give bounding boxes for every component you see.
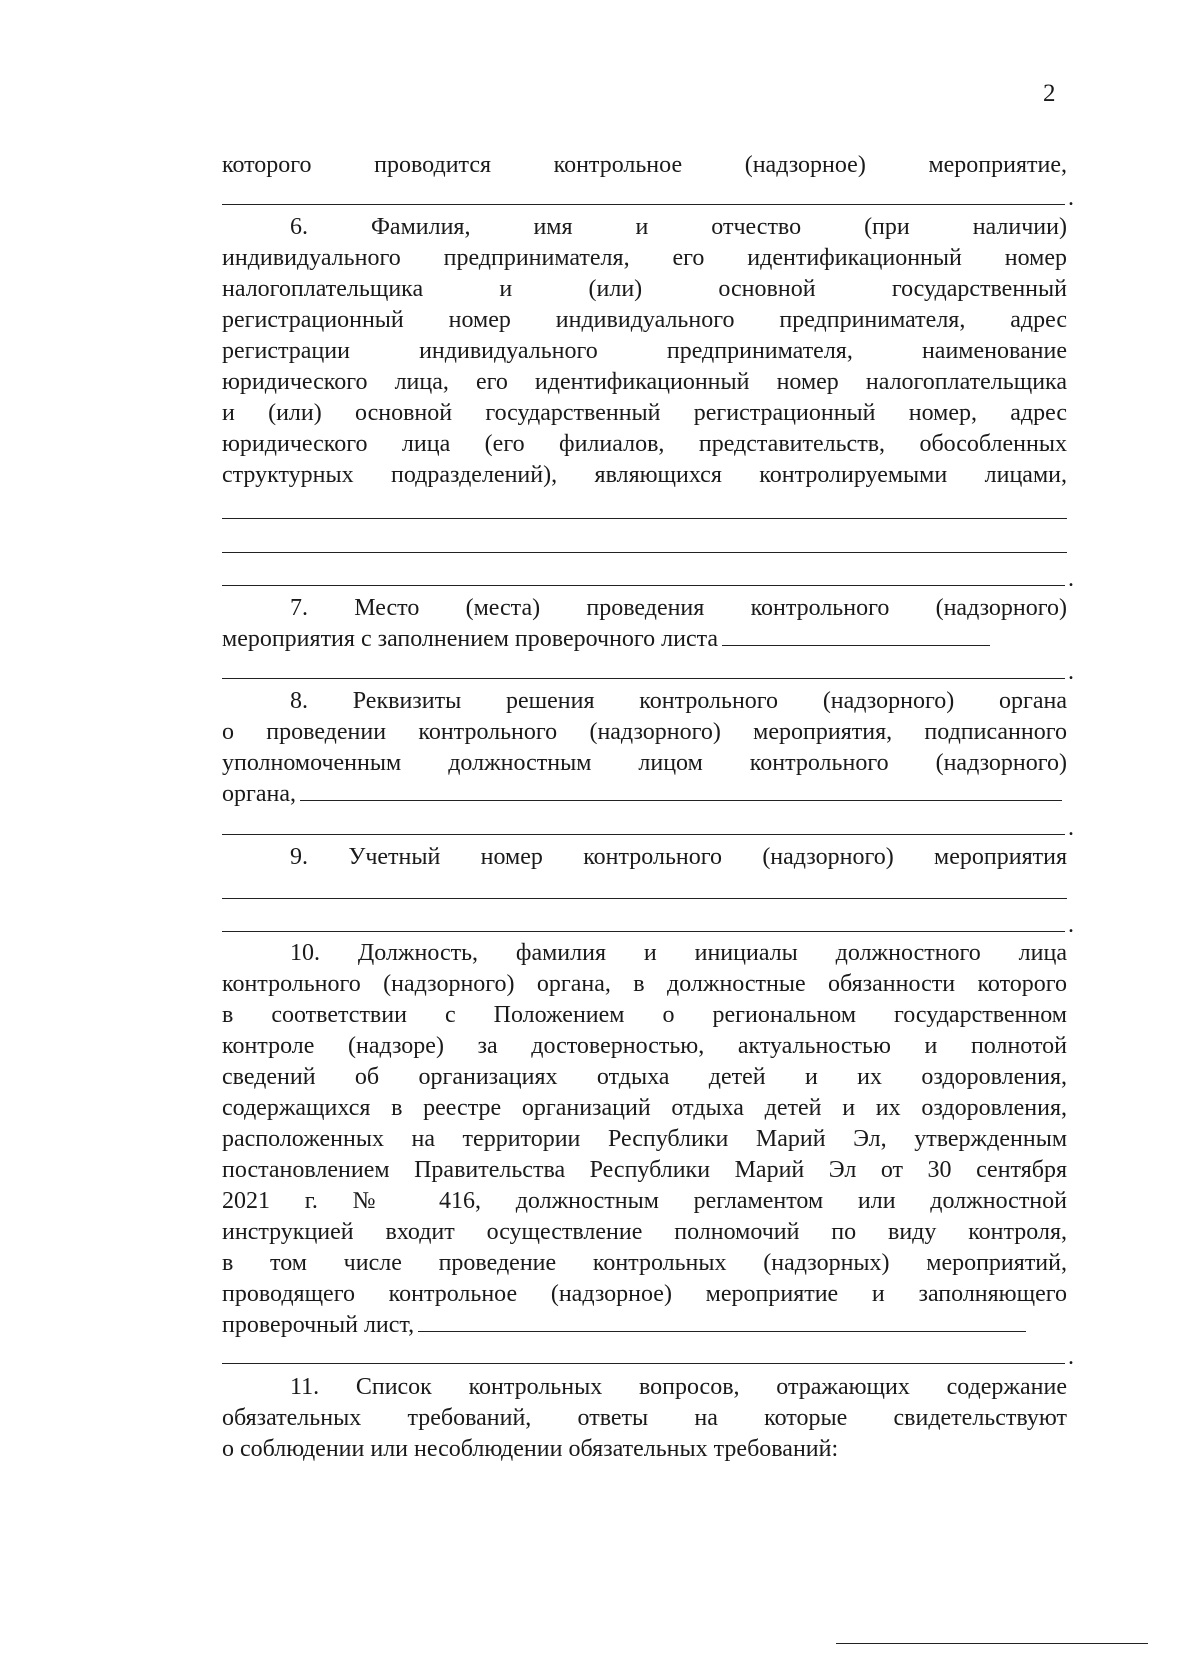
item-8-line-2: о проведении контрольного (надзорного) мероприятия, подписанного <box>222 719 1067 745</box>
period-6: . <box>1068 566 1074 592</box>
item-10-line-12: проводящего контрольное (надзорное) мероприятие и заполняющего <box>222 1281 1067 1307</box>
period-10: . <box>1068 1344 1074 1370</box>
item-11-line-3: о соблюдении или несоблюдении обязательных требований: <box>222 1436 839 1462</box>
period-5: . <box>1068 185 1074 211</box>
item-11-line-2: обязательных требований, ответы на которые свидетельствуют <box>222 1405 1067 1431</box>
fill-line-10-inline <box>418 1330 1026 1332</box>
page-number: 2 <box>1043 80 1056 107</box>
item-5-tail: которого проводится контрольное (надзорное) мероприятие, <box>222 152 1067 178</box>
fill-line-7-inline <box>722 644 990 646</box>
item-10-line-5: сведений об организациях отдыха детей и их оздоровления, <box>222 1064 1067 1090</box>
item-10-line-6: содержащихся в реестре организаций отдыха детей и их оздоровления, <box>222 1095 1067 1121</box>
item-7-line-1: 7. Место (места) проведения контрольного (надзорного) <box>290 595 1067 621</box>
item-6-line-7: и (или) основной государственный регистрационный номер, адрес <box>222 400 1067 426</box>
fill-line-6a <box>222 518 1067 519</box>
item-10-line-13-text: проверочный лист, <box>222 1312 415 1338</box>
item-10-line-10: инструкцией входит осуществление полномочий по виду контроля, <box>222 1219 1067 1245</box>
item-10-line-13 <box>222 1310 1067 1341</box>
fill-line-8-inline <box>300 799 1062 801</box>
item-6-line-6: юридического лица, его идентификационный номер налогоплательщика <box>222 369 1067 395</box>
item-10-line-8: постановлением Правительства Республики Марий Эл от 30 сентября <box>222 1157 1067 1183</box>
fill-line-9b <box>222 931 1065 932</box>
period-7: . <box>1068 659 1074 685</box>
fill-line-9a <box>222 898 1067 899</box>
item-6-line-5: регистрации индивидуального предпринимателя, наименование <box>222 338 1067 364</box>
item-6-line-3: налогоплательщика и (или) основной государственный <box>222 276 1067 302</box>
item-8-line-3: уполномоченным должностным лицом контрольного (надзорного) <box>222 750 1067 776</box>
item-6-line-2: индивидуального предпринимателя, его идентификационный номер <box>222 245 1067 271</box>
item-8-line-4-text: органа, <box>222 781 296 807</box>
item-6-line-8: юридического лица (его филиалов, представительств, обособленных <box>222 431 1067 457</box>
item-10-line-3: в соответствии с Положением о региональном государственном <box>222 1002 1067 1028</box>
period-8: . <box>1068 815 1074 841</box>
item-9-line-1: 9. Учетный номер контрольного (надзорного) мероприятия <box>290 844 1067 870</box>
item-11-line-1: 11. Список контрольных вопросов, отражающих содержание <box>290 1374 1067 1400</box>
fill-line-5 <box>222 204 1065 205</box>
item-6-line-1: 6. Фамилия, имя и отчество (при наличии) <box>290 214 1067 240</box>
fill-line-10 <box>222 1363 1065 1364</box>
item-10-line-11: в том числе проведение контрольных (надзорных) мероприятий, <box>222 1250 1067 1276</box>
item-8-line-4 <box>222 779 1067 810</box>
period-9: . <box>1068 912 1074 938</box>
item-10-line-7: расположенных на территории Республики Марий Эл, утвержденным <box>222 1126 1067 1152</box>
item-10-line-9: 2021 г. № 416, должностным регламентом или должностной <box>222 1188 1067 1214</box>
item-7-line-2-text: мероприятия с заполнением проверочного листа <box>222 626 719 652</box>
item-10-line-2: контрольного (надзорного) органа, в должностные обязанности которого <box>222 971 1067 997</box>
fill-line-6c <box>222 585 1065 586</box>
item-6-line-4: регистрационный номер индивидуального предпринимателя, адрес <box>222 307 1067 333</box>
fill-line-6b <box>222 552 1067 553</box>
item-10-line-4: контроле (надзоре) за достоверностью, актуальностью и полнотой <box>222 1033 1067 1059</box>
fill-line-7 <box>222 678 1065 679</box>
item-6-line-9: структурных подразделений), являющихся контролируемыми лицами, <box>222 462 1067 488</box>
footer-separator <box>836 1643 1148 1644</box>
item-7-line-2 <box>222 624 1067 655</box>
fill-line-8 <box>222 834 1065 835</box>
item-8-line-1: 8. Реквизиты решения контрольного (надзорного) органа <box>290 688 1067 714</box>
item-10-line-1: 10. Должность, фамилия и инициалы должностного лица <box>290 940 1067 966</box>
